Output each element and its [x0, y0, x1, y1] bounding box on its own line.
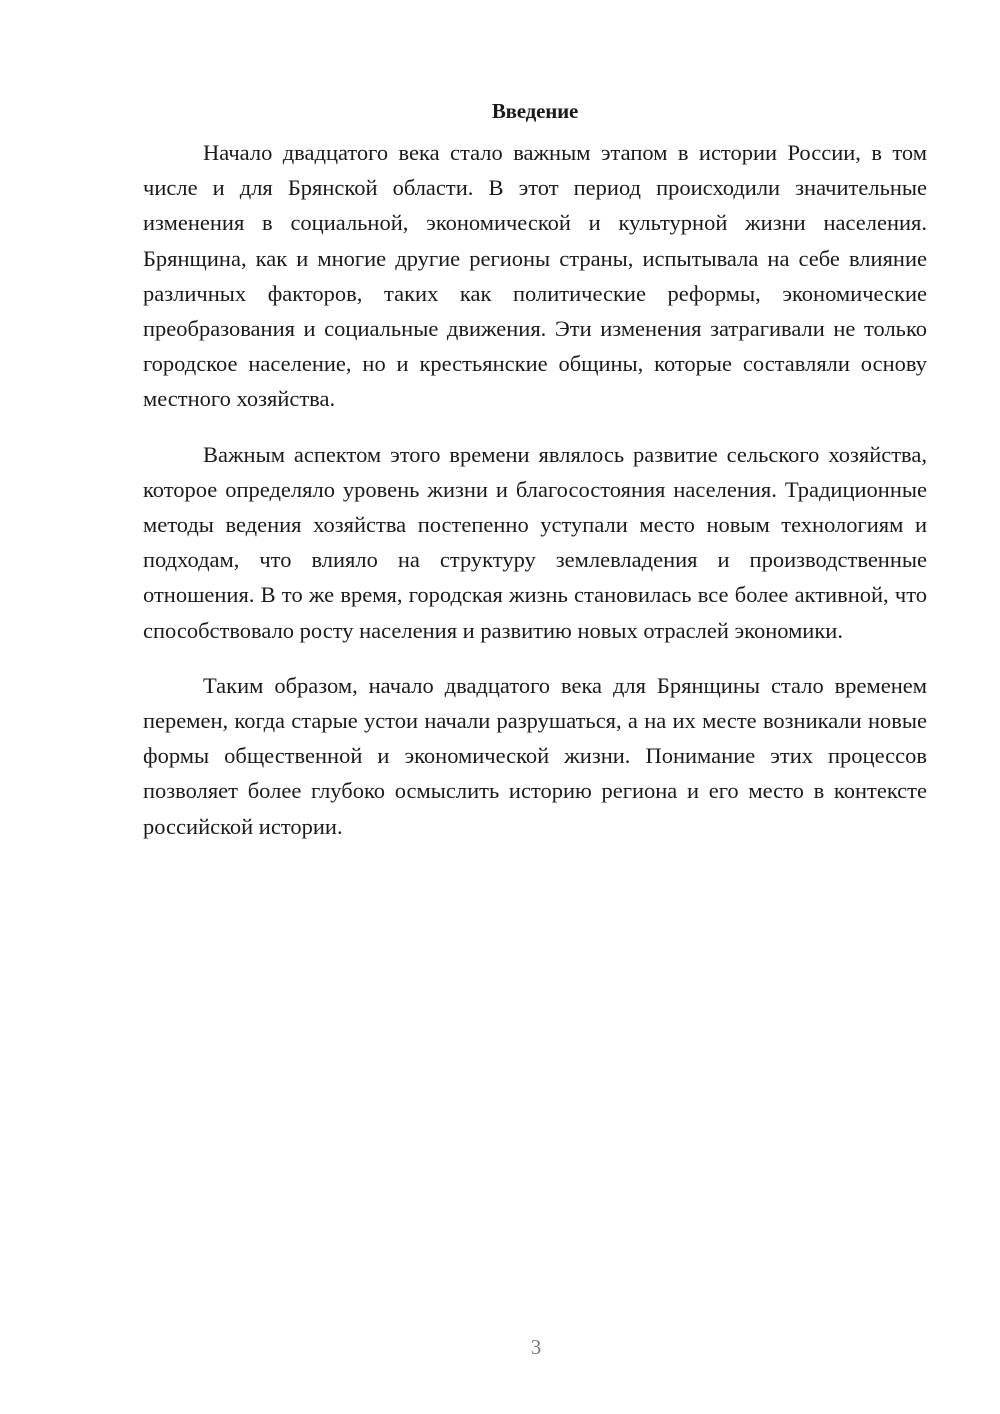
- page-number: 3: [530, 1335, 542, 1359]
- paragraph-2: Важным аспектом этого времени являлось развитие сельского хозяйства, которое определяло уровень жизни и благосостояния населения. Традиционные методы ведения хозяйства постепенно уступали место новым технологиям и подходам, что влияло на структуру землевладения и производственные отношения. В то же время, городская жизнь становилась все более активной, что способствовало росту населения и развитию новых отраслей экономики.: [143, 441, 927, 643]
- paragraph-3: Таким образом, начало двадцатого века для Брянщины стало временем перемен, когда старые устои начали разрушаться, а на их месте возникали новые формы общественной и экономической жизни. Понимание этих процессов позволяет более глубоко осмыслить историю региона и его место в контексте российской истории.: [143, 672, 927, 839]
- section-title: Введение: [491, 99, 579, 123]
- paragraph-1: Начало двадцатого века стало важным этапом в истории России, в том числе и для Брянской области. В этот период происходили значительные изменения в социальной, экономической и культурной жизни населения. Брянщина, как и многие другие регионы страны, испытывала на себе влияние различных факторов, таких как политические реформы, экономические преобразования и социальные движения. Эти изменения затрагивали не только городское население, но и крестьянские общины, которые составляли основу местного хозяйства.: [143, 140, 927, 412]
- document-body: [143, 96, 927, 864]
